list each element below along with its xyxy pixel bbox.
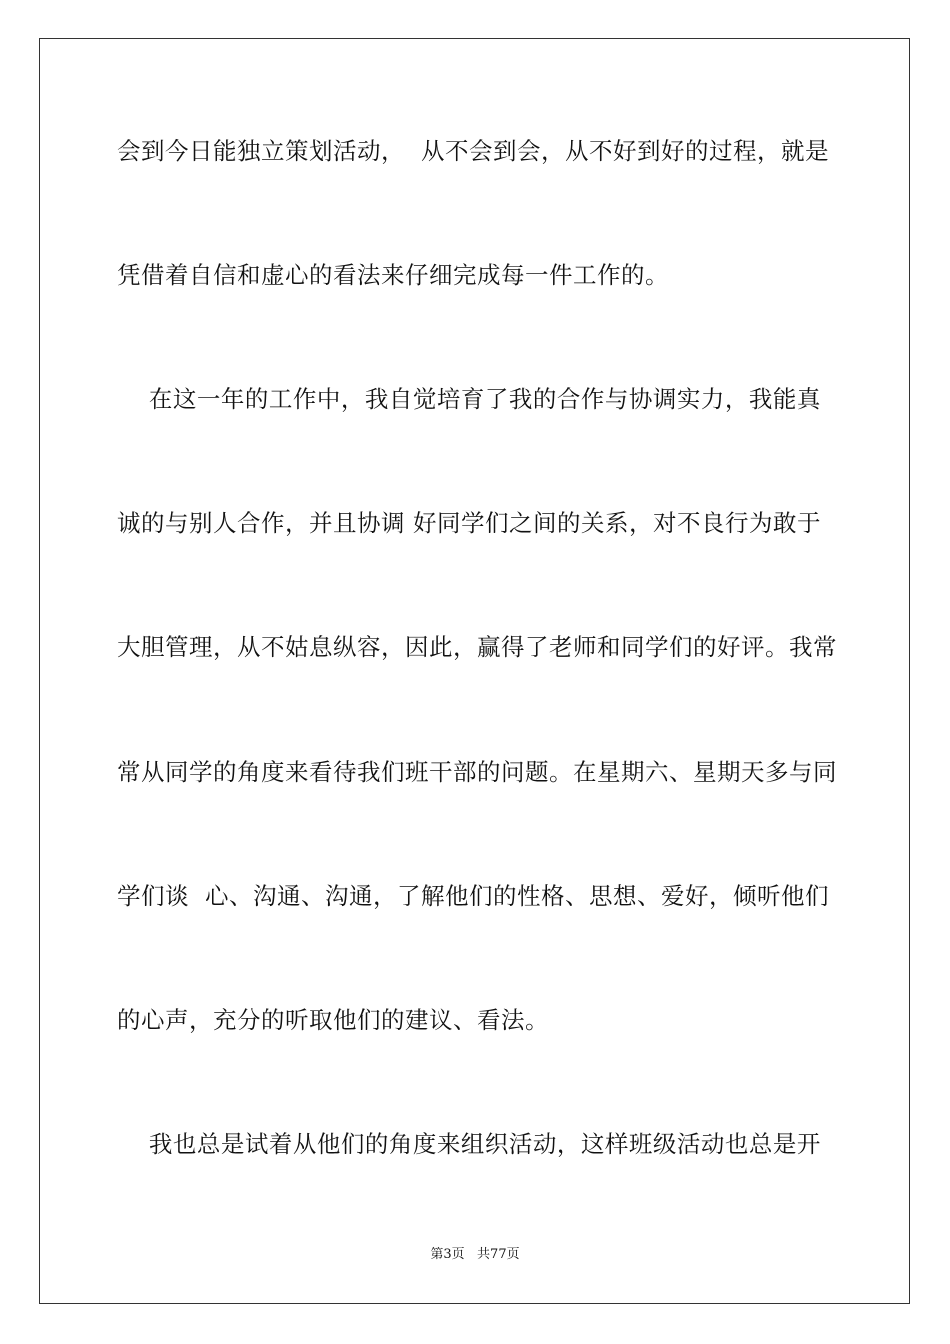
body-line-5: 大胆管理，从不姑息纵容，因此，赢得了老师和同学们的好评。我常 [117,633,837,661]
body-line-6: 常从同学的角度来看待我们班干部的问题。在星期六、星期天多与同 [117,758,837,786]
page-number-footer: 第3页 共77页 [430,1247,520,1262]
body-line-9: 我也总是试着从他们的角度来组织活动，这样班级活动也总是开 [117,1130,821,1158]
body-line-8: 的心声，充分的听取他们的建议、看法。 [117,1006,549,1034]
body-line-2: 凭借着自信和虚心的看法来仔细完成每一件工作的。 [117,261,669,289]
body-line-7: 学们谈 心、沟通、沟通，了解他们的性格、思想、爱好，倾听他们 [117,882,829,910]
body-line-3: 在这一年的工作中，我自觉培育了我的合作与协调实力，我能真 [117,385,821,413]
body-line-4: 诚的与别人合作，并且协调 好同学们之间的关系，对不良行为敢于 [117,509,821,537]
body-line-1: 会到今日能独立策划活动， 从不会到会，从不好到好的过程，就是 [117,137,829,165]
page-border [39,38,910,1304]
